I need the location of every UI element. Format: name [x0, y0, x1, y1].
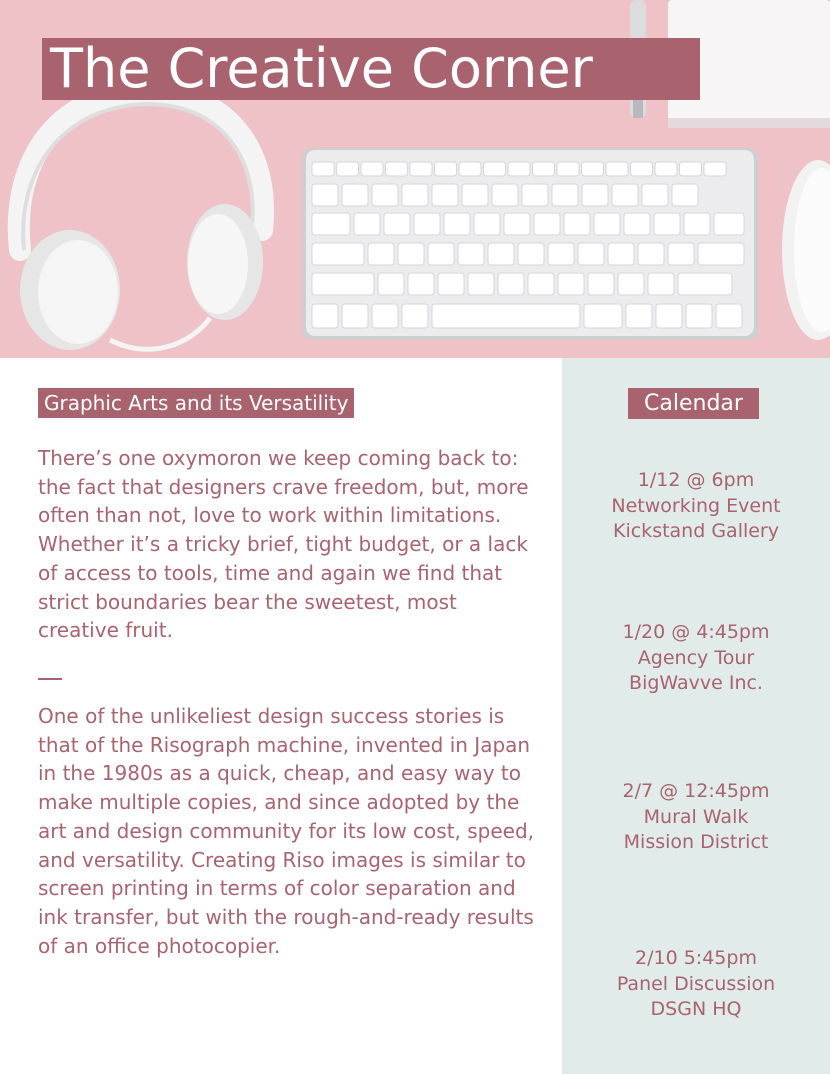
- calendar-event: [562, 946, 830, 1023]
- article-column: [0, 358, 562, 1074]
- paragraph-divider: [38, 678, 62, 680]
- event-time: 2/7 @ 12:45pm: [622, 780, 770, 802]
- event-location: Mission District: [623, 831, 769, 853]
- event-location: BigWavve Inc.: [629, 672, 763, 694]
- article-heading: Graphic Arts and its Versatility: [38, 388, 354, 418]
- event-location: DSGN HQ: [650, 998, 742, 1020]
- event-time: 1/12 @ 6pm: [637, 469, 755, 491]
- event-title: Networking Event: [611, 494, 781, 517]
- event-location: Kickstand Gallery: [613, 520, 779, 542]
- event-title: Panel Discussion: [616, 972, 776, 995]
- keyboard-icon: [302, 148, 758, 340]
- calendar-event: [562, 468, 830, 545]
- calendar-event: [562, 779, 830, 856]
- event-time: 1/20 @ 4:45pm: [622, 621, 770, 643]
- event-title: Agency Tour: [637, 646, 755, 669]
- calendar-sidebar: [562, 358, 830, 1074]
- page-title: The Creative Corner: [42, 38, 700, 100]
- calendar-heading: Calendar: [628, 388, 759, 419]
- hero-image: [0, 0, 830, 358]
- article-paragraph-2: One of the unlikeliest design success stories is that of the Risograph machine, invented in Japan in the 1980s as a quick, cheap, and easy way to make multiple copies, and since adopted by the art and design community for its low cost, speed, and versatility. Creating Riso images is similar to screen printing in terms of color separation and ink transfer, but with the rough-and-ready results of an office photocopier.: [38, 704, 535, 958]
- calendar-event: [562, 620, 830, 697]
- event-time: 2/10 5:45pm: [635, 947, 757, 969]
- event-title: Mural Walk: [643, 805, 749, 828]
- article-paragraph-1: There’s one oxymoron we keep coming back to: the fact that designers crave freedom, but, more often than not, love to work within limitations. Whether it’s a tricky brief, tight budget, or a lack of access to tools, time and again we find that strict boundaries bear the sweetest, most creative fruit.: [38, 446, 529, 643]
